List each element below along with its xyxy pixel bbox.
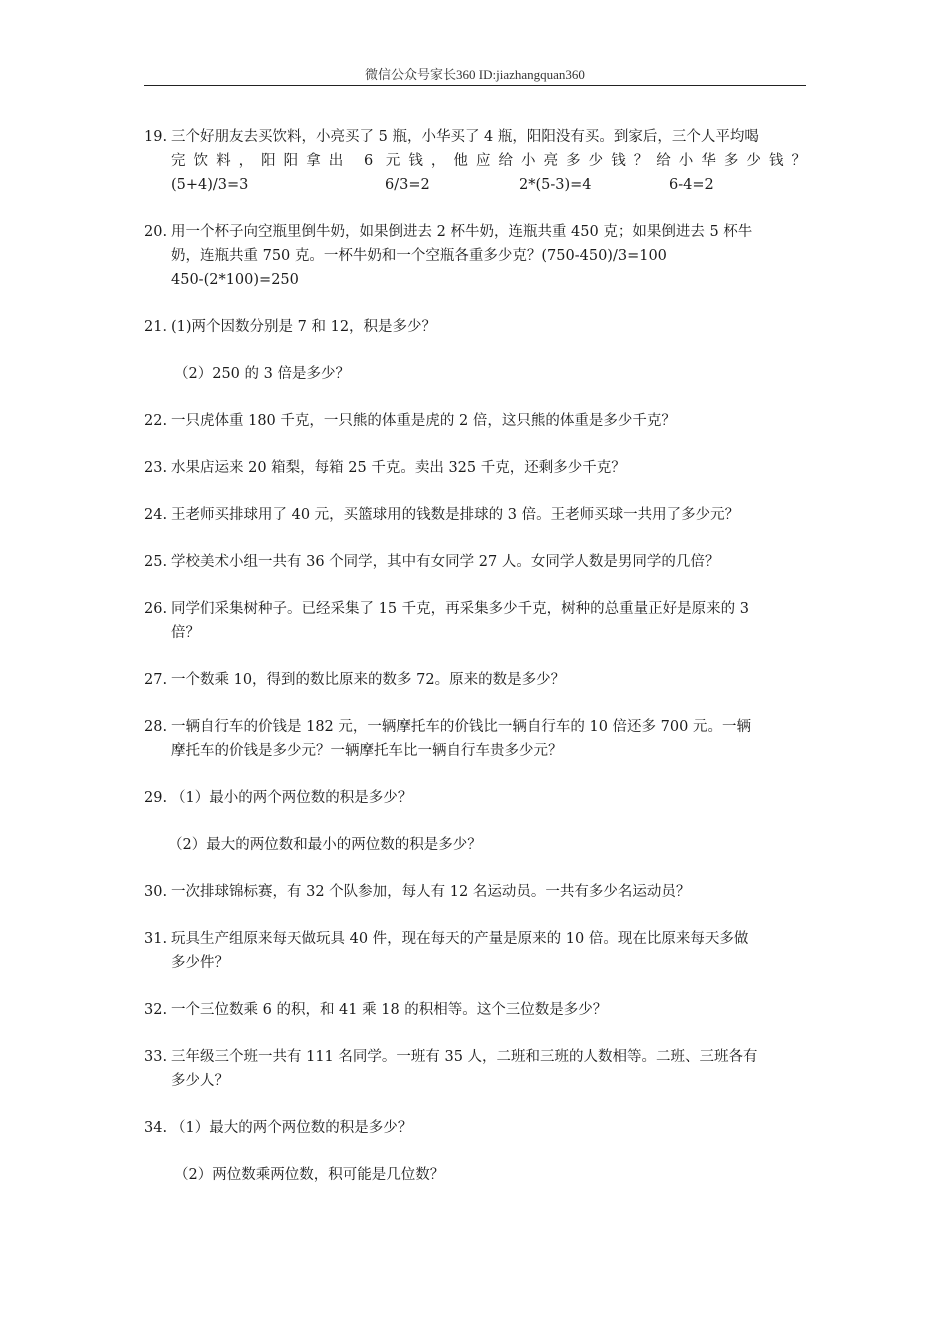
question-text: 一个数乘 10，得到的数比原来的数多 72。原来的数是多少？ (171, 672, 566, 688)
question-number: 20. (144, 224, 168, 240)
question-text: 玩具生产组原来每天做玩具 40 件，现在每天的产量是原来的 10 倍。现在比原来每天多做 (171, 931, 749, 947)
question-24 (144, 503, 806, 527)
question-text: 一只虎体重 180 千克，一只熊的体重是虎的 2 倍，这只熊的体重是多少千克？ (171, 413, 676, 429)
question-number: 27. (144, 672, 168, 688)
question-text: (1)两个因数分别是 7 和 12，积是多少？ (171, 319, 437, 335)
question-text: （1）最大的两个两位数的积是多少？ (171, 1120, 413, 1136)
answer-step: 6/3=2 (385, 177, 430, 193)
question-list (144, 125, 806, 1210)
question-30 (144, 880, 806, 904)
question-number: 25. (144, 554, 168, 570)
question-number: 21． (144, 319, 177, 335)
question-text: 用一个杯子向空瓶里倒牛奶，如果倒进去 2 杯牛奶，连瓶共重 450 克；如果倒进去 5 杯牛 (171, 224, 753, 240)
question-27 (144, 668, 806, 692)
question-number: 24. (144, 507, 168, 523)
question-29 (144, 786, 806, 810)
question-number: 34. (144, 1120, 168, 1136)
question-text: 王老师买排球用了 40 元，买篮球用的钱数是排球的 3 倍。王老师买球一共用了多少元？ (171, 507, 740, 523)
question-number: 23. (144, 460, 168, 476)
question-text: 一个三位数乘 6 的积，和 41 乘 18 的积相等。这个三位数是多少？ (171, 1002, 608, 1018)
answer-step: 2*(5-3)=4 (519, 177, 592, 193)
question-28 (144, 715, 806, 763)
question-22 (144, 409, 806, 433)
question-33 (144, 1045, 806, 1093)
answer-step: (5+4)/3=3 (171, 177, 249, 193)
question-text: 多少件？ (171, 955, 229, 971)
question-text: 一辆自行车的价钱是 182 元，一辆摩托车的价钱比一辆自行车的 10 倍还多 700 元。一辆 (171, 719, 751, 735)
question-number: 22. (144, 413, 168, 429)
question-text: 摩托车的价钱是多少元？一辆摩托车比一辆自行车贵多少元？ (171, 743, 563, 759)
question-text: 水果店运来 20 箱梨，每箱 25 千克。卖出 325 千克，还剩多少千克？ (171, 460, 626, 476)
page-header: 微信公众号家长360 ID:jiazhangquan360 (365, 67, 585, 82)
answer-step: 450-(2*100)=250 (171, 272, 299, 288)
header-divider (144, 85, 806, 86)
question-21-part-2: （2）250 的 3 倍是多少？ (174, 366, 350, 382)
question-text: 同学们采集树种子。已经采集了 15 千克，再采集多少千克，树种的总重量正好是原来的 3 (171, 601, 749, 617)
question-34 (144, 1116, 806, 1140)
question-text: 倍？ (171, 625, 200, 641)
question-text: 三个好朋友去买饮料，小亮买了 5 瓶，小华买了 4 瓶，阳阳没有买。到家后，三个人平均喝 (171, 129, 759, 145)
question-26 (144, 597, 806, 645)
question-text: 一次排球锦标赛，有 32 个队参加，每人有 12 名运动员。一共有多少名运动员？ (171, 884, 691, 900)
question-number: 33. (144, 1049, 168, 1065)
question-19 (144, 125, 806, 197)
question-number: 26. (144, 601, 168, 617)
question-32 (144, 998, 806, 1022)
answer-row (171, 173, 806, 197)
question-21 (144, 315, 806, 339)
question-25 (144, 550, 806, 574)
question-text: 三年级三个班一共有 111 名同学。一班有 35 人，二班和三班的人数相等。二班、三班各有 (171, 1049, 758, 1065)
question-number: 19. (144, 129, 168, 145)
question-number: 28. (144, 719, 168, 735)
question-23 (144, 456, 806, 480)
question-text: 奶，连瓶共重 750 克。一杯牛奶和一个空瓶各重多少克？(750-450)/3=100 (171, 248, 667, 264)
question-29-part-2: （2）最大的两位数和最小的两位数的积是多少？ (168, 837, 482, 853)
question-text: 学校美术小组一共有 36 个同学，其中有女同学 27 人。女同学人数是男同学的几倍？ (171, 554, 720, 570)
question-31 (144, 927, 806, 975)
question-text: 多少人？ (171, 1073, 229, 1089)
question-number: 29. (144, 790, 168, 806)
question-text: （1）最小的两个两位数的积是多少？ (171, 790, 413, 806)
question-20 (144, 220, 806, 292)
question-34-part-2: （2）两位数乘两位数，积可能是几位数？ (174, 1167, 445, 1183)
answer-step: 6-4=2 (669, 177, 714, 193)
question-number: 32. (144, 1002, 168, 1018)
question-number: 30. (144, 884, 168, 900)
question-number: 31. (144, 931, 168, 947)
question-text: 完饮料，阳阳拿出 6 元钱，他应给小亮多少钱？给小华多少钱？ (171, 153, 806, 169)
